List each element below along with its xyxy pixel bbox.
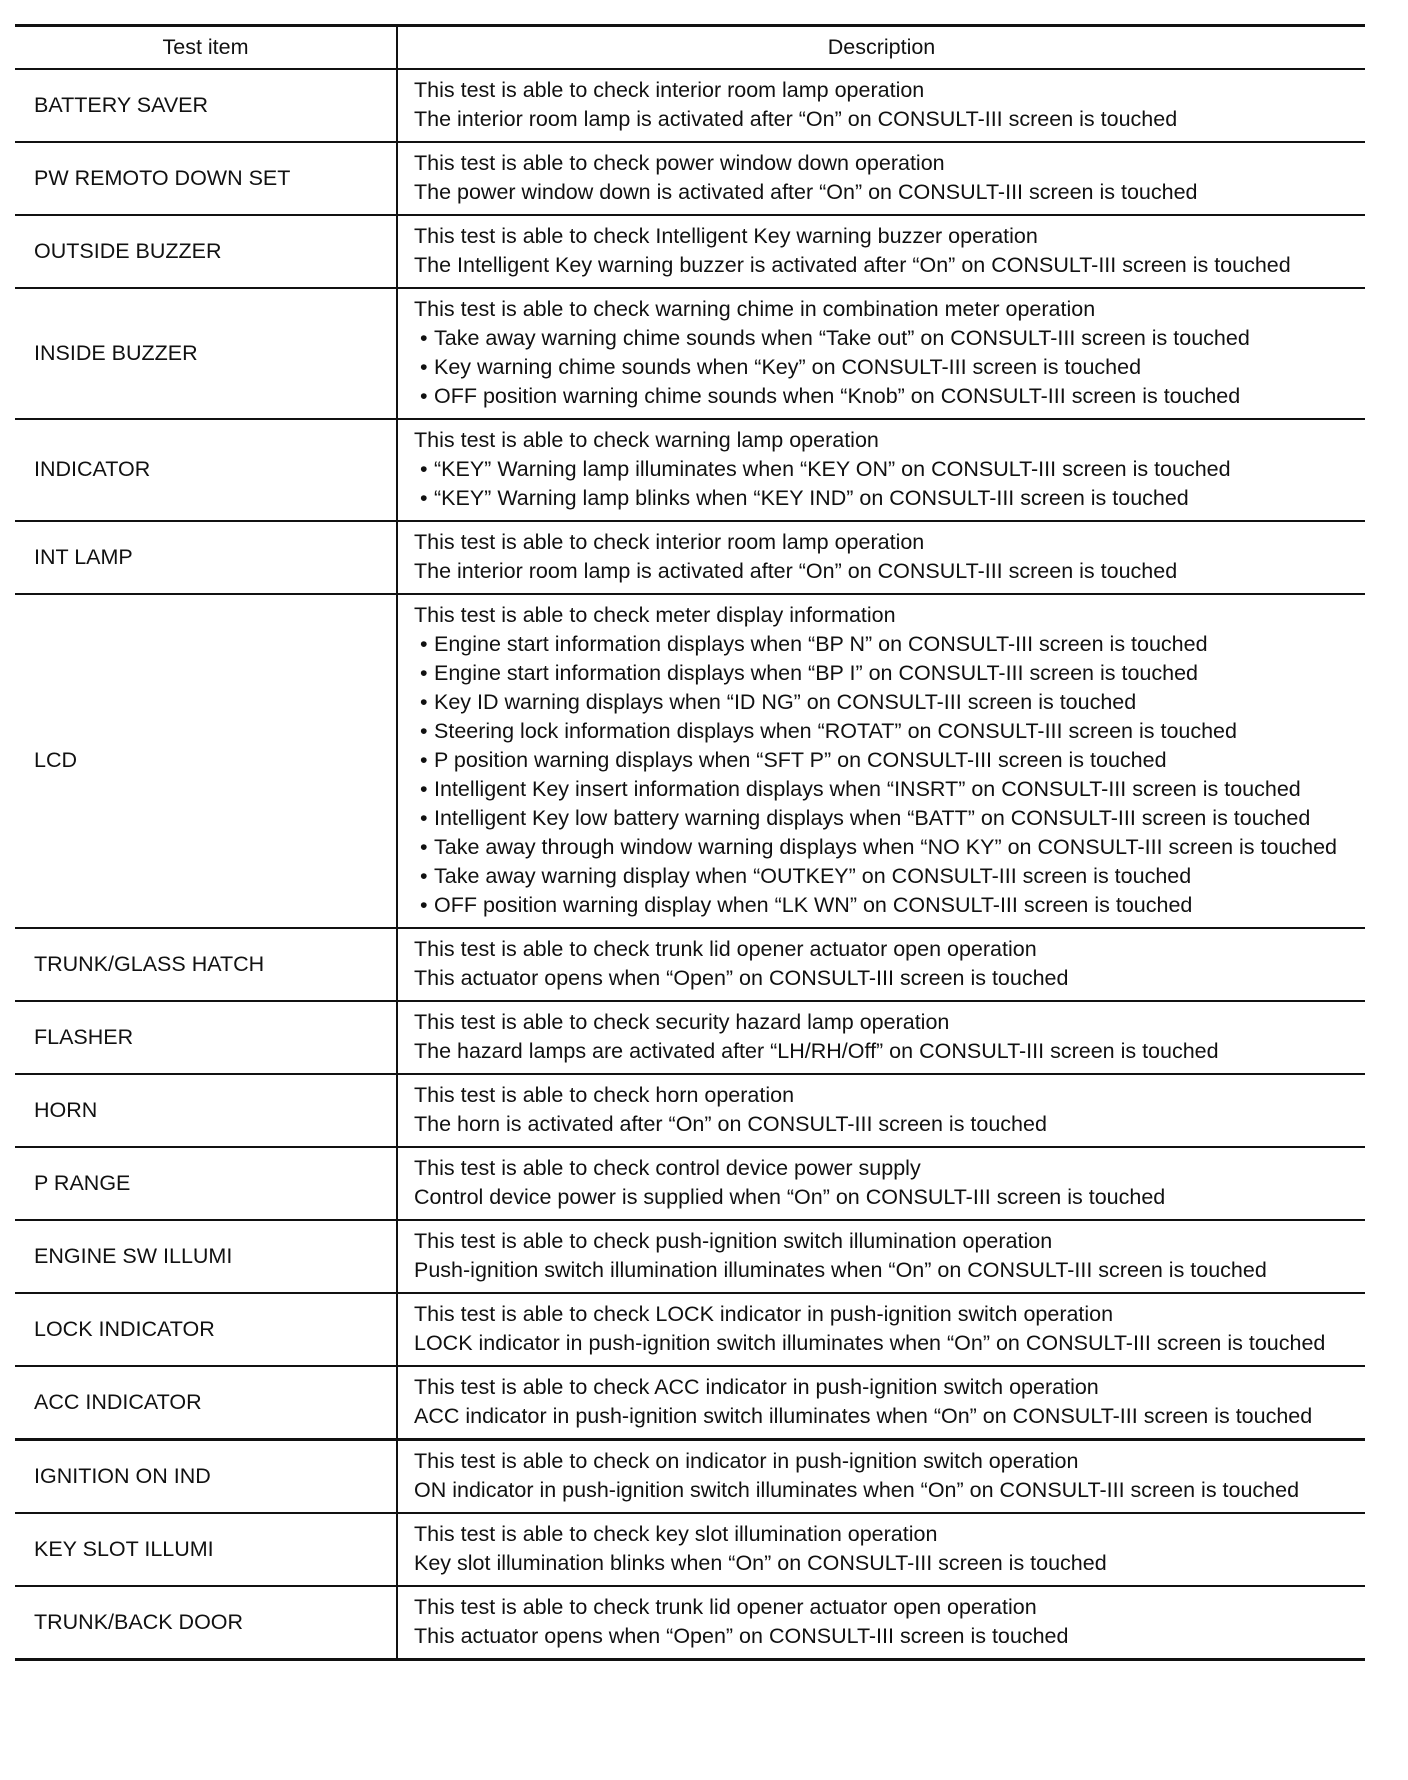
description-cell: [397, 928, 1365, 1001]
bullet-icon: •: [420, 719, 428, 743]
test-item-cell: BATTERY SAVER: [15, 69, 397, 142]
bullet-text: Key warning chime sounds when “Key” on CONSULT-III screen is touched: [434, 355, 1142, 379]
description-line: ON indicator in push-ignition switch illuminates when “On” on CONSULT-III screen is touched: [414, 1478, 1300, 1502]
bullet-icon: •: [420, 326, 428, 350]
table-row: [15, 1074, 1365, 1147]
bullet-icon: •: [420, 384, 428, 408]
bullet-line: [414, 382, 1359, 411]
test-item-cell: OUTSIDE BUZZER: [15, 215, 397, 288]
description-line: This test is able to check key slot illumination operation: [414, 1522, 938, 1546]
description-line: This test is able to check interior room lamp operation: [414, 530, 925, 554]
table-row: [15, 1293, 1365, 1366]
bullet-line: [414, 630, 1359, 659]
test-item-cell: TRUNK/BACK DOOR: [15, 1586, 397, 1660]
description-line: This test is able to check ACC indicator in push-ignition switch operation: [414, 1375, 1099, 1399]
bullet-text: Intelligent Key insert information displays when “INSRT” on CONSULT-III screen is touched: [434, 777, 1301, 801]
description-line: The hazard lamps are activated after “LH/RH/Off” on CONSULT-III screen is touched: [414, 1039, 1219, 1063]
table-row: [15, 215, 1365, 288]
bullet-icon: •: [420, 457, 428, 481]
bullet-icon: •: [420, 806, 428, 830]
table-row: [15, 594, 1365, 928]
test-item-table: [15, 24, 1365, 1661]
description-line: The interior room lamp is activated after “On” on CONSULT-III screen is touched: [414, 559, 1178, 583]
description-line: This actuator opens when “Open” on CONSULT-III screen is touched: [414, 966, 1069, 990]
description-line: This test is able to check trunk lid opener actuator open operation: [414, 1595, 1037, 1619]
description-cell: [397, 521, 1365, 594]
bullet-line: [414, 862, 1359, 891]
description-cell: [397, 1001, 1365, 1074]
test-item-cell: INSIDE BUZZER: [15, 288, 397, 419]
description-line: This test is able to check horn operation: [414, 1083, 795, 1107]
description-cell: [397, 215, 1365, 288]
bullet-text: Intelligent Key low battery warning displays when “BATT” on CONSULT-III screen is touched: [434, 806, 1311, 830]
bullet-text: P position warning displays when “SFT P” on CONSULT-III screen is touched: [434, 748, 1167, 772]
description-cell: [397, 69, 1365, 142]
description-line: LOCK indicator in push-ignition switch illuminates when “On” on CONSULT-III screen is touched: [414, 1331, 1326, 1355]
test-item-cell: LOCK INDICATOR: [15, 1293, 397, 1366]
bullet-line: [414, 455, 1359, 484]
description-line: The interior room lamp is activated after “On” on CONSULT-III screen is touched: [414, 107, 1178, 131]
bullet-line: [414, 353, 1359, 382]
table-row: [15, 288, 1365, 419]
test-item-cell: IGNITION ON IND: [15, 1440, 397, 1514]
bullet-text: Take away through window warning displays when “NO KY” on CONSULT-III screen is touched: [434, 835, 1338, 859]
bullet-icon: •: [420, 661, 428, 685]
description-cell: [397, 1074, 1365, 1147]
bullet-line: [414, 804, 1359, 833]
bullet-line: [414, 891, 1359, 920]
header-test-item: Test item: [15, 26, 397, 70]
description-line: This test is able to check on indicator in push-ignition switch operation: [414, 1449, 1079, 1473]
bullet-text: Engine start information displays when “BP I” on CONSULT-III screen is touched: [434, 661, 1198, 685]
description-cell: [397, 594, 1365, 928]
bullet-icon: •: [420, 690, 428, 714]
description-line: Push-ignition switch illumination illuminates when “On” on CONSULT-III screen is touched: [414, 1258, 1267, 1282]
bullet-line: [414, 833, 1359, 862]
table-body: [15, 69, 1365, 1660]
bullet-icon: •: [420, 748, 428, 772]
bullet-text: “KEY” Warning lamp illuminates when “KEY ON” on CONSULT-III screen is touched: [434, 457, 1231, 481]
table-row: [15, 1586, 1365, 1660]
table-row: [15, 521, 1365, 594]
description-line: ACC indicator in push-ignition switch illuminates when “On” on CONSULT-III screen is touched: [414, 1404, 1313, 1428]
bullet-icon: •: [420, 777, 428, 801]
test-item-cell: KEY SLOT ILLUMI: [15, 1513, 397, 1586]
description-cell: [397, 1220, 1365, 1293]
description-cell: [397, 1586, 1365, 1660]
test-item-cell: ENGINE SW ILLUMI: [15, 1220, 397, 1293]
description-line: Control device power is supplied when “On” on CONSULT-III screen is touched: [414, 1185, 1166, 1209]
bullet-icon: •: [420, 864, 428, 888]
description-cell: [397, 1440, 1365, 1514]
bullet-icon: •: [420, 632, 428, 656]
table-row: [15, 1440, 1365, 1514]
description-cell: [397, 1366, 1365, 1440]
table-row: [15, 1001, 1365, 1074]
bullet-text: Engine start information displays when “BP N” on CONSULT-III screen is touched: [434, 632, 1208, 656]
table-row: [15, 419, 1365, 521]
bullet-line: [414, 746, 1359, 775]
test-item-cell: INT LAMP: [15, 521, 397, 594]
description-line: This test is able to check interior room lamp operation: [414, 78, 925, 102]
description-line: Key slot illumination blinks when “On” on CONSULT-III screen is touched: [414, 1551, 1107, 1575]
test-item-cell: INDICATOR: [15, 419, 397, 521]
bullet-icon: •: [420, 486, 428, 510]
bullet-line: [414, 717, 1359, 746]
description-cell: [397, 419, 1365, 521]
description-line: This test is able to check warning chime in combination meter operation: [414, 297, 1096, 321]
bullet-text: Steering lock information displays when “ROTAT” on CONSULT-III screen is touched: [434, 719, 1237, 743]
test-item-cell: PW REMOTO DOWN SET: [15, 142, 397, 215]
description-cell: [397, 288, 1365, 419]
description-cell: [397, 142, 1365, 215]
bullet-text: Take away warning display when “OUTKEY” on CONSULT-III screen is touched: [434, 864, 1192, 888]
bullet-text: “KEY” Warning lamp blinks when “KEY IND” on CONSULT-III screen is touched: [434, 486, 1189, 510]
description-line: This test is able to check Intelligent Key warning buzzer operation: [414, 224, 1038, 248]
table-row: [15, 1366, 1365, 1440]
table-row: [15, 69, 1365, 142]
bullet-text: OFF position warning chime sounds when “Knob” on CONSULT-III screen is touched: [434, 384, 1241, 408]
test-item-cell: FLASHER: [15, 1001, 397, 1074]
test-item-cell: LCD: [15, 594, 397, 928]
description-line: This test is able to check push-ignition switch illumination operation: [414, 1229, 1053, 1253]
description-cell: [397, 1513, 1365, 1586]
description-line: This test is able to check warning lamp operation: [414, 428, 879, 452]
description-line: This actuator opens when “Open” on CONSULT-III screen is touched: [414, 1624, 1069, 1648]
description-line: The horn is activated after “On” on CONSULT-III screen is touched: [414, 1112, 1047, 1136]
description-line: This test is able to check LOCK indicator in push-ignition switch operation: [414, 1302, 1114, 1326]
bullet-icon: •: [420, 893, 428, 917]
bullet-text: Take away warning chime sounds when “Take out” on CONSULT-III screen is touched: [434, 326, 1250, 350]
bullet-line: [414, 775, 1359, 804]
table-row: [15, 928, 1365, 1001]
bullet-icon: •: [420, 355, 428, 379]
bullet-icon: •: [420, 835, 428, 859]
description-line: This test is able to check security hazard lamp operation: [414, 1010, 950, 1034]
bullet-line: [414, 324, 1359, 353]
test-item-cell: ACC INDICATOR: [15, 1366, 397, 1440]
description-line: This test is able to check power window down operation: [414, 151, 945, 175]
description-cell: [397, 1293, 1365, 1366]
table-row: [15, 1147, 1365, 1220]
description-line: The power window down is activated after “On” on CONSULT-III screen is touched: [414, 180, 1198, 204]
table-header-row: [15, 26, 1365, 70]
bullet-text: OFF position warning display when “LK WN” on CONSULT-III screen is touched: [434, 893, 1193, 917]
header-description: Description: [397, 26, 1365, 70]
description-line: This test is able to check trunk lid opener actuator open operation: [414, 937, 1037, 961]
table-row: [15, 142, 1365, 215]
table-row: [15, 1513, 1365, 1586]
test-item-cell: HORN: [15, 1074, 397, 1147]
test-item-cell: TRUNK/GLASS HATCH: [15, 928, 397, 1001]
test-item-cell: P RANGE: [15, 1147, 397, 1220]
bullet-line: [414, 688, 1359, 717]
description-line: This test is able to check control device power supply: [414, 1156, 921, 1180]
description-cell: [397, 1147, 1365, 1220]
description-line: This test is able to check meter display information: [414, 603, 896, 627]
bullet-line: [414, 659, 1359, 688]
description-line: The Intelligent Key warning buzzer is activated after “On” on CONSULT-III screen is touched: [414, 253, 1291, 277]
bullet-text: Key ID warning displays when “ID NG” on CONSULT-III screen is touched: [434, 690, 1137, 714]
bullet-line: [414, 484, 1359, 513]
table-row: [15, 1220, 1365, 1293]
